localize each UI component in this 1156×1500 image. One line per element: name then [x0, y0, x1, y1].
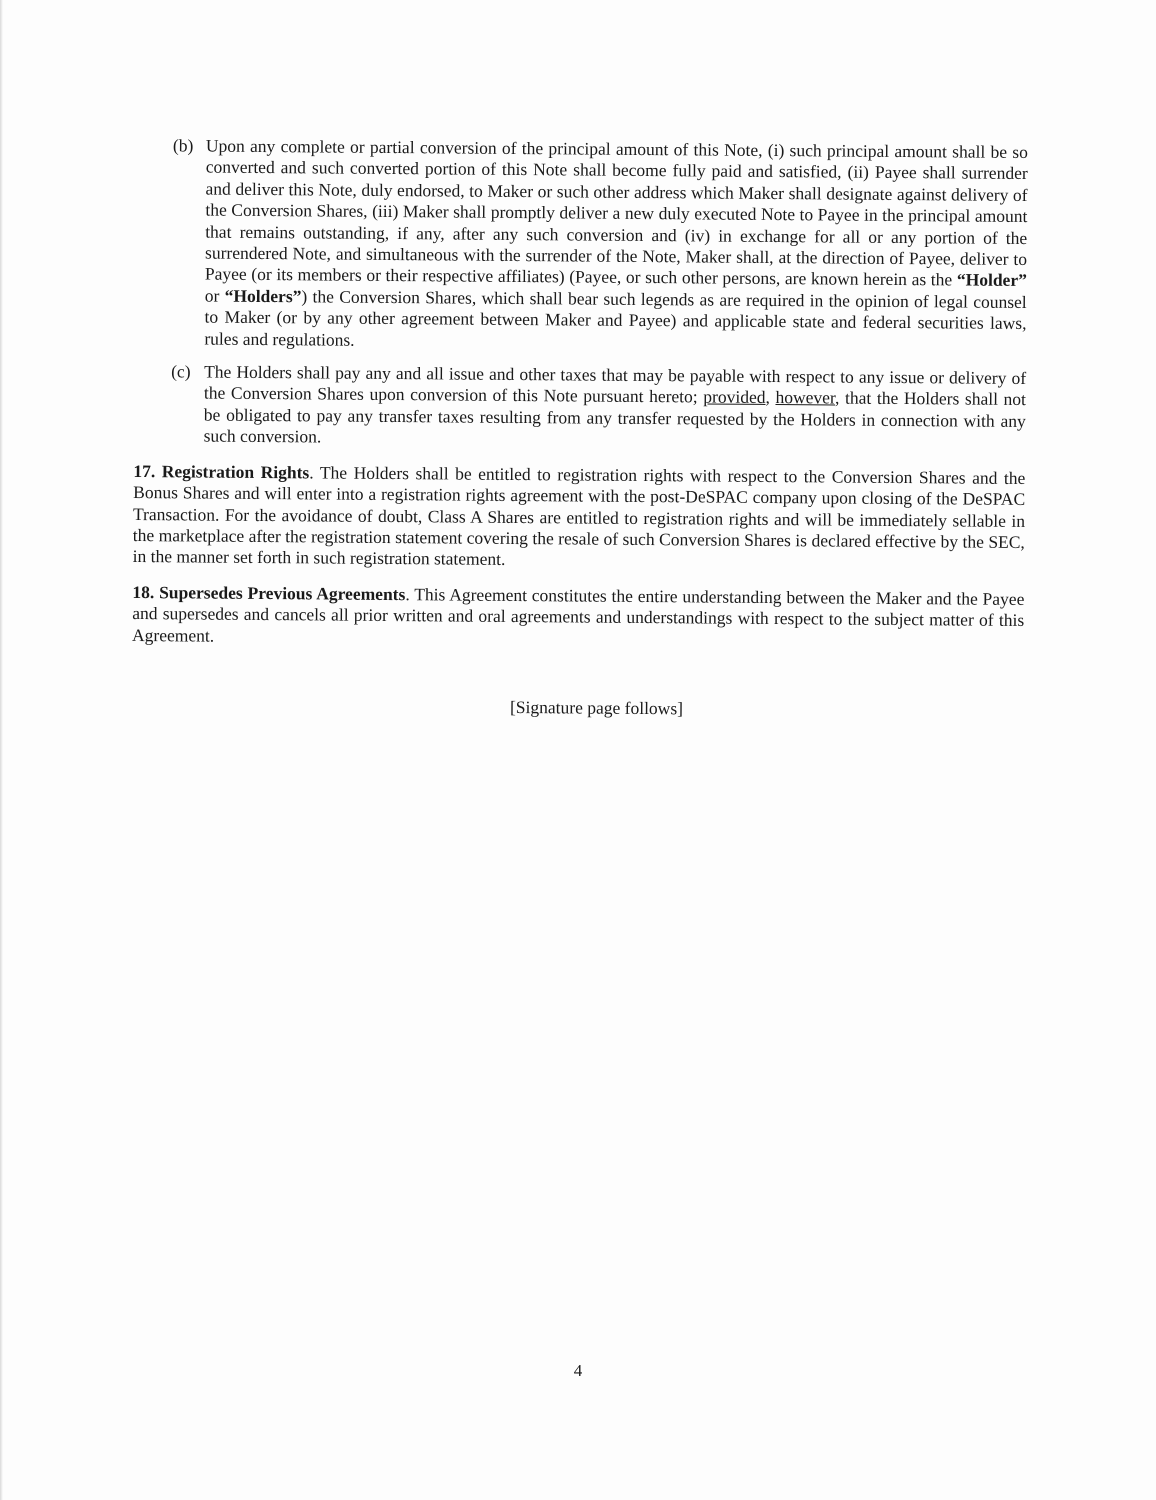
section-heading: 18. Supersedes Previous Agreements [132, 581, 406, 604]
subsection-text: The Holders shall pay any and all issue and other taxes that may be payable with respect to any issue or delivery of the Conversion Shares upon conversion of this Note pursuant hereto; [203, 361, 1027, 407]
defined-term-holder: “Holder” [956, 269, 1027, 291]
subsection-marker: (b) [172, 135, 194, 156]
underlined-term-however: however [775, 387, 836, 408]
signature-page-note: [Signature page follows] [509, 696, 684, 719]
underlined-term-provided: provided [703, 386, 766, 408]
subsection-marker: (c) [171, 361, 191, 382]
scan-edge-shadow [0, 0, 3, 1500]
subsection-text: , that the Holders shall not be obligated to pay any transfer taxes resulting from any transfer requested by the Holders in connection with any such conversion. [203, 387, 1027, 447]
subsection-text: Upon any complete or partial conversion of the principal amount of this Note, (i) such principal amount shall be so converted and such converted portion of this Note shall become fully paid and satisfied, (ii) Payee shall surrender and deliver this Note, duly endorsed, to Maker or such other address which Maker shall designate against delivery of the Conversion Shares, (iii) Maker shall promptly deliver a new duly executed Note to Payee in the principal amount that remains outstanding, if any, after any such conversion and (iv) in exchange for all or any portion of the surrendered Note, and simultaneous with the surrender of the Note, Maker shall, at the direction of Payee, deliver to Payee (or its members or their respective affiliates) (Payee, or such other persons, are known herein as the [204, 135, 1028, 290]
subsection-text: ) the Conversion Shares, which shall bear such legends as are required in the opinion of legal counsel to Maker (or by any other agreement between Maker and Payee) and applicable state and federal securities laws, rules and regulations. [204, 286, 1027, 350]
section-text: . This Agreement constitutes the entire understanding between the Maker and the Payee and supersedes and cancels all prior written and oral agreements and understandings with respect to the subject matter of this Agreement. [131, 583, 1025, 646]
section-text: . The Holders shall be entitled to registration rights with respect to the Conversion Shares and the Bonus Shares and will enter into a registration rights agreement with the post-DeSPAC company upon closing of the DeSPAC Transaction. For the avoidance of doubt, Class A Shares are entitled to registration rights and will be immediately sellable in the marketplace after the registration statement covering the resale of such Conversion Shares is declared effective by the SEC, in the manner set forth in such registration statement. [132, 462, 1026, 570]
section-heading: 17. Registration Rights [133, 460, 310, 483]
subsection-c [134, 361, 1027, 454]
section-17-registration-rights [133, 461, 1026, 575]
document-body [131, 135, 1028, 722]
page-number: 4 [573, 1361, 583, 1380]
subsection-text: or [204, 285, 225, 306]
subsection-b [134, 135, 1028, 356]
subsection-text: , [765, 387, 776, 408]
defined-term-holders: “Holders” [224, 285, 302, 307]
section-18-supersedes-previous-agreements [132, 582, 1024, 653]
